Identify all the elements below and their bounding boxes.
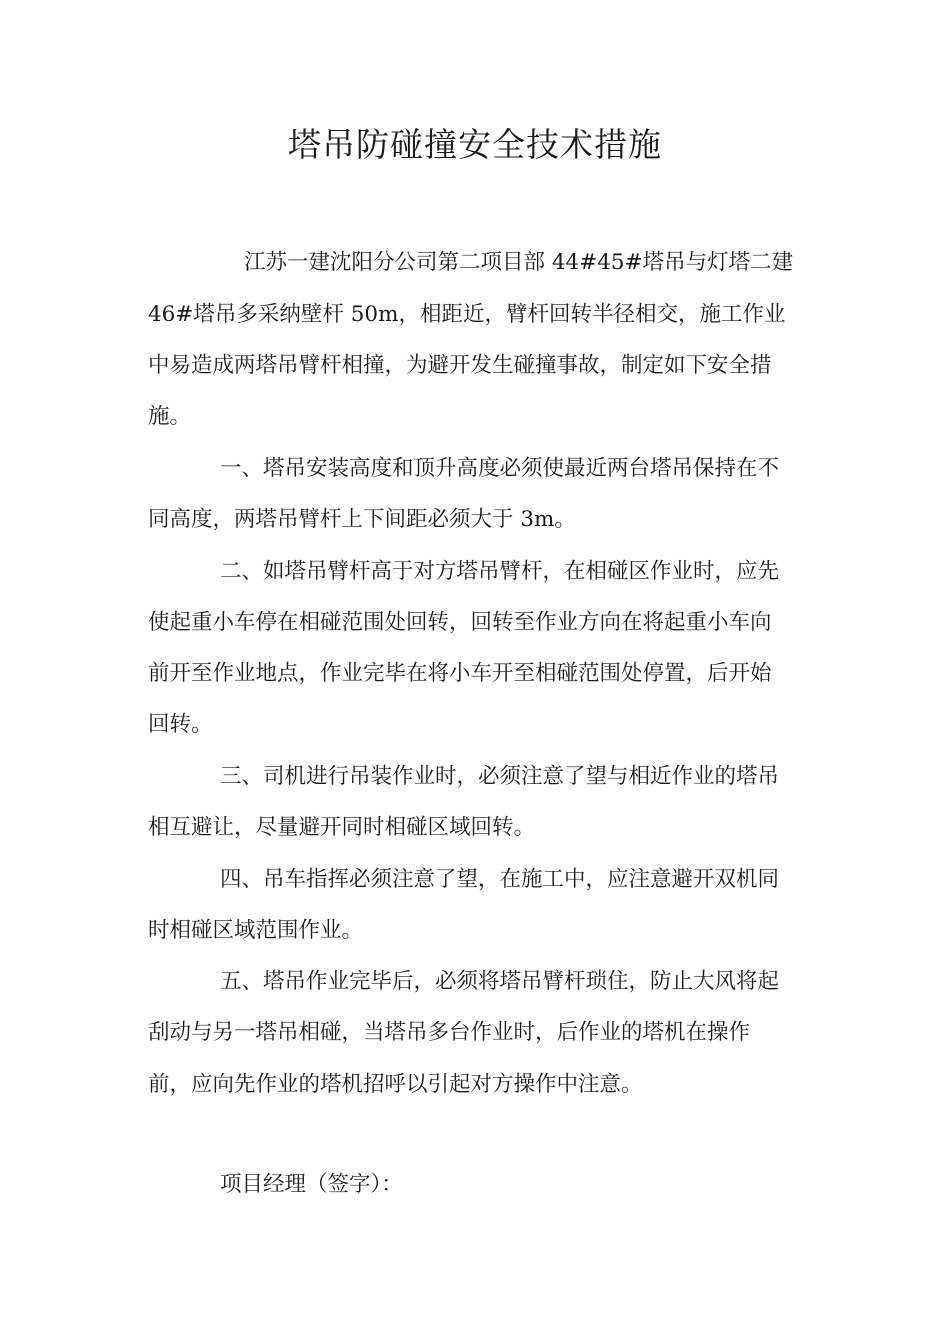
- item-line: 五、塔吊作业完毕后，必须将塔吊臂杆琐住，防止大风将起: [220, 969, 780, 994]
- intro-line: 中易造成两塔吊臂杆相撞，为避开发生碰撞事故，制定如下安全措: [148, 353, 772, 378]
- item-line: 一、塔吊安装高度和顶升高度必须使最近两台塔吊保持在不: [220, 456, 780, 481]
- intro-line: 46#塔吊多采纳壁杆 50m，相距近，臂杆回转半径相交，施工作业: [148, 302, 786, 327]
- intro-line: 施。: [148, 404, 192, 429]
- item-line: 相互避让，尽量避开同时相碰区域回转。: [148, 815, 536, 840]
- item-line: 同高度，两塔吊臂杆上下间距必须大于 3m。: [148, 507, 576, 532]
- intro-line: 江苏一建沈阳分公司第二项目部 44#45#塔吊与灯塔二建: [244, 250, 794, 275]
- document-title: 塔吊防碰撞安全技术措施: [288, 125, 662, 164]
- item-line: 回转。: [148, 712, 213, 737]
- item-line: 时相碰区域范围作业。: [148, 918, 364, 943]
- item-line: 前，应向先作业的塔机招呼以引起对方操作中注意。: [148, 1072, 643, 1097]
- item-line: 二、如塔吊臂杆高于对方塔吊臂杆，在相碰区作业时，应先: [220, 559, 780, 584]
- signature-label: 项目经理（签字）：: [220, 1172, 403, 1197]
- item-line: 前开至作业地点，作业完毕在将小车开至相碰范围处停置，后开始: [148, 661, 772, 686]
- item-line: 刮动与另一塔吊相碰，当塔吊多台作业时，后作业的塔机在操作: [148, 1020, 751, 1045]
- item-line: 使起重小车停在相碰范围处回转，回转至作业方向在将起重小车向: [148, 610, 772, 635]
- item-line: 四、吊车指挥必须注意了望，在施工中，应注意避开双机同: [220, 867, 780, 892]
- item-line: 三、司机进行吊装作业时，必须注意了望与相近作业的塔吊: [220, 764, 780, 789]
